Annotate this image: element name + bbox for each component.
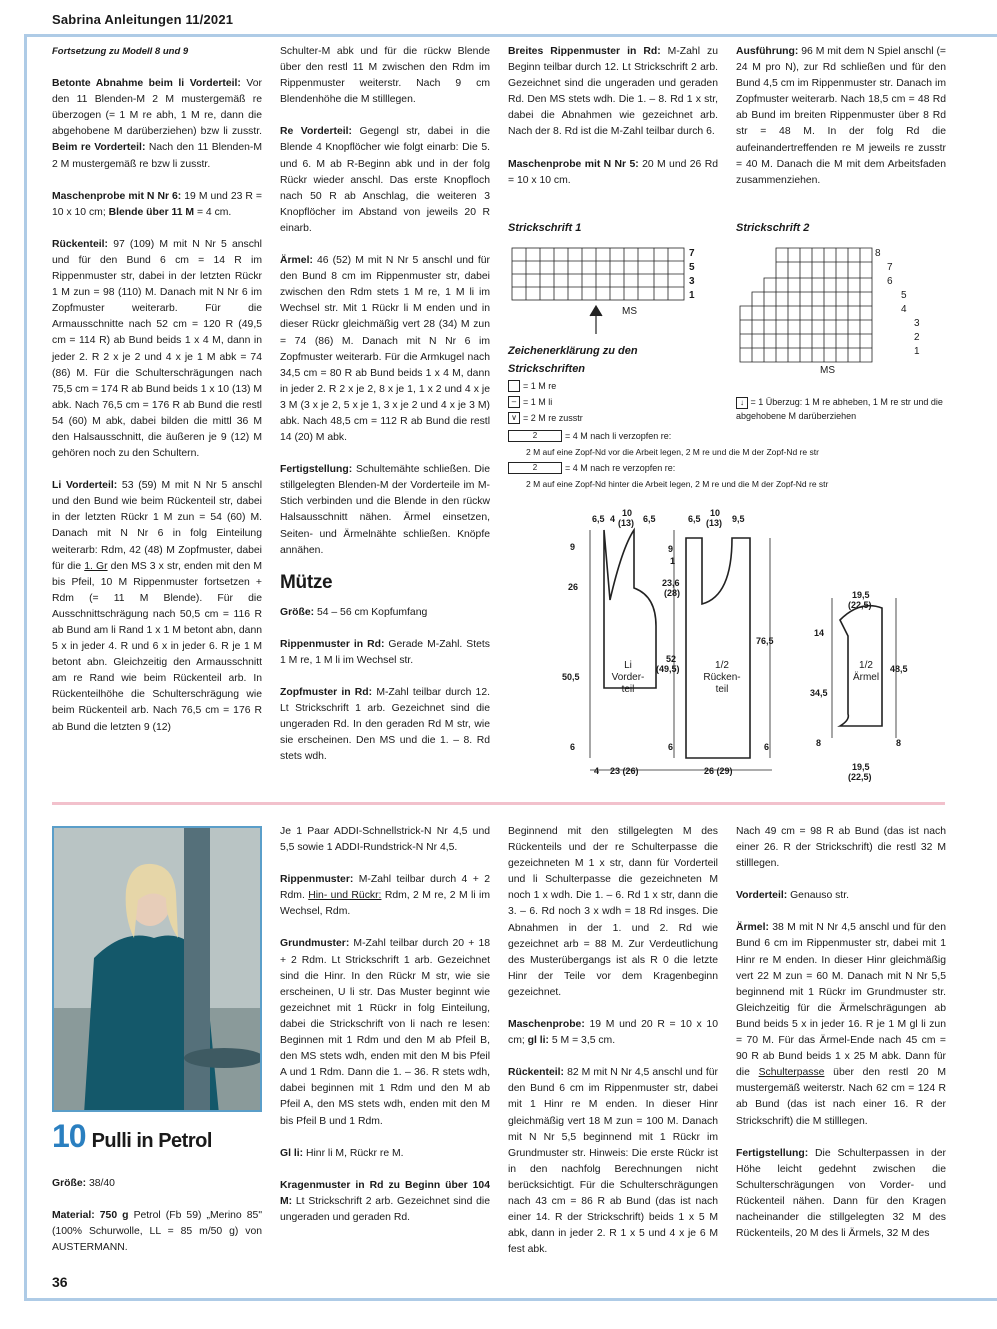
legend-item-knit [508,378,728,394]
dim-76-5: 76,5 [756,636,774,646]
chart2-row-8: 8 [875,248,881,259]
section-heading-muetze: Mütze [280,571,333,593]
text: M-Zahl teilbar durch 4 + 2 Rdm. [280,874,490,902]
page-header: Sabrina Anleitungen 11/2021 [52,12,234,27]
lead: Größe: [52,1178,87,1189]
lead: Kragenmuster in Rd zu Beginn über 104 M: [280,1179,490,1207]
purl-symbol-icon: – [508,396,520,408]
chart2-row-3: 3 [914,318,920,329]
text: 38/40 [86,1178,115,1189]
label-rueckenteil: 1/2 Rücken-teil [703,660,741,695]
paragraph-rippenmuster-lower [280,872,490,920]
dim-6-right: 6 [764,742,770,752]
dim-28: (28) [664,588,681,598]
text: M-Zahl zu Beginn teilbar durch 12. Lt Strickschrift 2 arb. Gezeichnet sind die ungeraden und geraden Rd. Den MS stets wdh. Die 1. – 8. Rd 1 x str, dabei die Abnahmen wie gezeichnet arb. Nach der 8. Rd ist die M-Zahl teilbar durch 6. [508,46,718,138]
dim-23-6: 23,6 [662,578,680,588]
paragraph-aermel-lower [736,920,946,1129]
text: 96 M mit dem N Spiel anschl (= 24 M pro N), zur Rd schließen und für den Bund 4,5 cm im Rippenmuster str. Danach im Zopfmuster weiterarb. Nach 18,5 cm = 48 Rd ab Bund im breiten Rippenmuster über 8 Rd str = 48 M. In der folg Rd die aufeinandertreffenden re M jeweils re zusstr = 40 M. Danach die M mit dem Arbeitsfaden zusammenziehen. [736,46,946,186]
text: über den restl 20 M mustergemäß weiterstr. Nach 62 cm = 124 R ab Bund (das ist nach einer 16. R der Strickschrift) die M stilllegen. [736,1067,946,1127]
legend-item-purl [508,394,728,410]
dim-sleeve-8-right: 8 [896,738,902,748]
upper-column-4 [736,44,946,205]
paragraph-rippenmuster [280,637,490,669]
upper-column-3 [508,44,718,205]
lead: Rippenmuster in Rd: [280,638,385,650]
legend-item-k2tog [508,410,728,426]
paragraph-material [52,1208,262,1256]
dim-bottom-4: 4 [594,766,600,776]
lead: Ausführung: [736,46,799,57]
legend-cables [508,428,948,492]
paragraph-fertigstellung-lower [736,1146,946,1243]
lower-column-4 [736,824,946,1258]
underlined-text: 1. Gr [84,560,108,572]
legend-cable-right-desc: 2 M auf eine Zopf-Nd hinter die Arbeit legen, 2 M re und die M der Zopf-Nd re str [526,479,829,489]
chart1-row-7: 7 [689,248,695,259]
paragraph-grundmuster [280,936,490,1129]
paragraph-size [52,1176,262,1192]
paragraph-kragen-continued: Beginnend mit den stillgelegten M des Rückenteils und der re Schulterpasse die gezeichneten M 1 x str, dann für Vorderteil und li Schulterpasse die gezeichneten M noch 1 x wdh. Die 1. – 6. Rd 1 x str, dann die 3. – 6. Rd noch 3 x wdh = 18 Rd insges. Die Abnahmen in der 1. und 2. Rd wie gezeichnet arb = 88 M. Zur Verdeutlichung des Musterübergangs ist als R 0 die letzte Hinr der Teile vor dem Kragenbeginn gezeichnet. [508,826,718,998]
chart2-row-1: 1 [914,346,920,357]
legend-text: = 1 M li [523,397,553,407]
text: 82 M mit N Nr 4,5 anschl und für den Bund 6 cm im Rippenmuster str, dabei mit 1 Hinr re M enden. In dieser Hinr gleichmäßig vert 18 M zun = 100 M. Danach mit N Nr 5,5 beginnend mit 1 Rückr im Grundmuster str. Hinweis: Die erste Rückr ist in den nachfolg Berechnungen nicht berücksichtigt. Für die Schulterschrägungen nach 43 cm = 86 R ab Bund (das ist nach einer 14. R der Strickschrift) beids 1 x 5 M abk, dann in jeder 2. R 1 x 5 und 4 x je 6 M fest abk. [508,1067,718,1256]
text: 54 – 56 cm Kopfumfang [314,606,428,618]
text: 46 (52) M mit N Nr 5 anschl und für den Bund 8 cm im Rippenmuster str, dabei zwischen den Rdm stets 1 M re, 1 M li im Wechsel str. Mit 1 Rückr li M enden und in dieser Rückr gleichmäßig vert 28 (34) M zun = 74 (86) M. Danach mit N Nr 6 im Zopfmuster weiterarb. Für die Armkugel nach 34,5 cm = 80 R ab Bund beids 1 x 4 M, dann in jeder 2. R 2 x je 2, 8 x je 1, 1 x 2 und 4 x je 3 M (3 x je 2, 5 x je 1, 3 x je 2 und 4 x je 3 M) abk. Nach 48,5 cm = 112 R ab Bund die restl 14 (20) M abk. [280,255,490,444]
text: Die Schulterpassen in der Höhe leicht gedehnt zwischen die Schulterschrägungen von Vorder- und Rückenteil nähen. Dann für den Kragen nacheinander die stillgelegten 32 M des Rückenteils, 20 M des li Ärmels, 32 M des [736,1147,946,1240]
dim-sleeve-bottom: 19,5 [852,762,870,772]
garment-schematic [560,508,940,788]
chart1-row-3: 3 [689,276,695,287]
text: 19 M und 20 R = 10 x 10 cm; [508,1019,718,1047]
lead: Rückenteil: [52,238,109,250]
lead: Fertigstellung: [280,464,353,476]
paragraph-maschenprobe-lower [508,1017,718,1049]
page-frame-top [24,34,997,37]
lead: Betonte Abnahme beim li Vorderteil: [52,78,241,90]
lead: Rückenteil: [508,1067,565,1079]
chart2-row-4: 4 [901,304,907,315]
text: Lt Strickschrift 2 arb. Gezeichnet sind die ungeraden und geraden Rd. [280,1195,490,1223]
dim-top-r2-sub: (13) [706,518,723,528]
dim-52: 52 [666,654,677,664]
text: Petrol (Fb 59) „Merino 85" (100% Schurwolle, LL = 85 m/50 g) von AUSTERMANN. [52,1210,263,1254]
lower-column-3 [508,824,718,1274]
dim-top-r3: 9,5 [732,514,745,524]
lead: Ärmel: [280,255,313,267]
label-aermel: 1/2 Ärmel [852,660,880,683]
k2tog-symbol-icon: ∨ [508,412,520,424]
text: Gegengl str, dabei in die Blende 4 Knopflöcher wie folgt einarb: Die 5. und 6. M ab R-Beginn abk und in der folg Rückr wieder anschl. Das erste Knopfloch nach 50 R ab Anschlag, die weiteren 3 Knopflöcher im Abstand von jeweils 20 R einarb. [280,126,490,234]
text: den MS 3 x str, enden mit den M bis Pfeil, 10 M Rippenmuster fortsetzen + Rdm (= 11 M Blende). Für die Ausschnittschrägung nach 50,5 cm = 116 R ab Bund am li Rand 1 x 1 M betont abn, dann 5 x in jeder 4. R und 6 x in jeder 6. R je 1 M betont abn. Gleichzeitig den Armausschnitt am re Rand wie beim Rückenteil arb. In Rückenteilhöhe die Schulterschrägung wie beim Rückenteil arb. Nach 76,5 cm = 176 R ab Bund die letzten 9 (12) [52,560,262,733]
photo-illustration [54,828,262,1112]
chart1-ms-label: MS [622,306,637,317]
lower-column-2 [280,824,490,1242]
paragraph-zopfmuster [280,685,490,765]
text: Genauso str. [787,890,850,902]
page-frame-bottom [24,1298,997,1301]
legend-cable-left-desc: 2 M auf eine Zopf-Nd vor die Arbeit legen, 2 M re und die M der Zopf-Nd re str [526,447,819,457]
knit-symbol-icon [508,380,520,392]
legend-item-cable-right [508,460,948,476]
text: M-Zahl teilbar durch 12. Lt Strickschrift 1 arb. Gezeichnet sind die ungeraden Rd. In den geraden Rd M str, wie sie erscheinen. Den MS und die 1. – 8. Rd stets wdh. [280,687,490,763]
text: 97 (109) M mit N Nr 5 anschl und für den Bund 6 cm = 14 R im Rippenmuster str, dabei in der letzten Rückr 1 M zun = 98 (110) M. Danach mit N Nr 6 im Zopfmuster weiterarb. Für die Armausschnitte nach 52 cm = 120 R (49,5 cm = 114 R) ab Bund beids 1 x 4 M, dann in jeder 2. R 2 x je 2 und 4 x je 1 M abk = 74 (86) M. Für die Schulterschrägungen nach 75,5 cm = 174 R ab Bund beids 1 x 10 (13) M abk. Nach 76,5 cm = 176 R ab Bund die restl 54 (60) M abk, dabei bilden die mittl 36 M den Halsausschnitt, die äußeren je 9 (12) M gehören noch zu den Schultern. [52,238,262,460]
cable-right-symbol-icon: 2 [508,462,562,474]
text: = 4 cm. [194,206,232,218]
model-title [52,1118,212,1154]
paragraph-re-vorderteil [280,124,490,237]
lead: Gl li: [280,1147,304,1159]
decrease-arrow-icon: ↓ [736,397,748,409]
lower-column-1 [52,1176,262,1272]
lead: gl li: [527,1035,549,1047]
lead: Maschenprobe mit N Nr 6: [52,190,182,202]
upper-column-1 [52,44,262,752]
paragraph-schulter: Schulter-M abk und für die rückw Blende über den restl 11 M zwischen den Rdm im Rippenmuster weiterstr. Nach 9 cm Blendenhöhe die M stilllegen. [280,46,490,106]
dim-top-r1: 6,5 [688,514,701,524]
model-photo [52,826,262,1112]
legend-text: = 1 M re [523,381,557,391]
text: 53 (59) M mit N Nr 5 anschl und den Bund wie beim Rückenteil str, dabei in der letzten Rückr 1 M zun = 54 (60) M. Danach mit N Nr 6 in folg Einteilung weiterarb: Rdm, 42 (48) M Zopfmuster, dabei für die [52,480,263,572]
chart1-grid [508,244,708,334]
text: Nach den 11 Blenden-M 2 M mustergemäß re bzw li zusstr. [52,142,262,170]
paragraph-rueckenteil [52,237,262,462]
dim-top-left: 6,5 [592,514,605,524]
dim-top-left2: 4 [610,514,616,524]
dim-9: 9 [570,542,576,552]
text: Rdm, 2 M re, 2 M li im Wechsel, Rdm. [280,890,491,918]
chart2-row-5: 5 [901,290,907,301]
chart2-row-2: 2 [914,332,920,343]
paragraph-gl-li [280,1146,490,1162]
page-frame-left [24,34,27,1300]
paragraph-li-vorderteil [52,478,262,736]
underlined-text: Schulterpasse [758,1067,825,1079]
chart2-ms-label: MS [820,365,835,376]
lead: Li Vorderteil: [52,480,118,492]
model-name: Pulli in Petrol [91,1130,212,1152]
lead: Grundmuster: [280,938,350,950]
underlined-text: Hin- und Rückr: [308,890,382,902]
lead: Ärmel: [736,922,769,934]
text: Gerade M-Zahl. Stets 1 M re, 1 M li im Wechsel str. [280,638,490,666]
legend-text: = 4 M nach li verzopfen re: [565,431,672,441]
lead: Größe: [280,606,315,618]
dim-26: 26 [568,582,579,592]
text: 5 M = 3,5 cm. [548,1035,616,1047]
paragraph-rueckenteil-lower [508,1065,718,1258]
text: Schultemähte schließen. Die stillgelegten Blenden-M der Vorderteile im M-Stich verbinden und die Blende in den rückw Halsausschnitt nähen. Ärmel einsetzen, Seiten- und Ärmelnähte schließen. Knöpfe annähen. [280,464,490,556]
dim-50-5: 50,5 [562,672,580,682]
dim-top-r2: 10 [710,508,721,518]
paragraph-groesse [280,605,490,621]
chart2-row-7: 7 [887,262,893,273]
text: Vor den 11 Blenden-M 2 M mustergemäß re überzogen (= 1 M re abh, 1 M re, dann die abgehobene M darüberziehen) bzw li zusstr. [52,78,262,138]
lead: Material: 750 g [52,1210,129,1222]
dim-6-back: 6 [668,742,674,752]
legend-text: = 2 M re zusstr [523,413,583,423]
dim-49-5: (49,5) [656,664,680,674]
dim-top-mid2: 6,5 [643,514,656,524]
chart2-row-6: 6 [887,276,893,287]
paragraph-fertigstellung [280,462,490,559]
chart2-title: Strickschrift 2 [736,222,810,234]
dim-9-back: 9 [668,544,674,554]
lead: Maschenprobe mit N Nr 5: [508,158,639,170]
legend [508,378,728,426]
paragraph-kragenmuster [280,1178,490,1226]
paragraph-needles: Je 1 Paar ADDI-Schnellstrick-N Nr 4,5 und 5,5 sowie 1 ADDI-Rundstrick-N Nr 4,5. [280,826,490,854]
paragraph-aermel [280,253,490,446]
dim-sleeve-top-sub: (22,5) [848,600,872,610]
lead: Fertigstellung: [736,1147,809,1159]
dim-sleeve-8-left: 8 [816,738,822,748]
lead: Beim re Vorderteil: [52,142,146,154]
legend-item-decrease [736,395,946,423]
chart1-title: Strickschrift 1 [508,222,582,234]
dim-top-mid: 10 [622,508,633,518]
lead: Vorderteil: [736,890,788,902]
text: 19 M und 23 R = 10 x 10 cm; [52,190,262,218]
paragraph-breites-rippenmuster [508,44,718,141]
paragraph-maschenprobe [52,189,262,221]
chart1-row-5: 5 [689,262,695,273]
lead: Zopfmuster in Rd: [280,687,373,699]
continuation-note: Fortsetzung zu Modell 8 und 9 [52,46,189,57]
section-divider [52,802,945,805]
text: Hinr li M, Rückr re M. [303,1147,404,1159]
dim-1-back: 1 [670,556,676,566]
text: 20 M und 26 Rd = 10 x 10 cm. [508,158,718,186]
legend-text: = 1 Überzug: 1 M re abheben, 1 M re str und die abgehobene M darüberziehen [736,397,943,421]
lead: Maschenprobe: [508,1019,585,1031]
dim-48-5: 48,5 [890,664,908,674]
paragraph-rueckenteil-end: Nach 49 cm = 98 R ab Bund (das ist nach einer 26. R der Strickschrift) die restl 32 M stilllegen. [736,826,946,870]
lead: Re Vorderteil: [280,126,352,138]
dim-14: 14 [814,628,825,638]
dim-bottom-23: 23 (26) [610,766,639,776]
model-number: 10 [52,1118,86,1154]
paragraph-ausfuehrung [736,44,946,189]
dim-6-front: 6 [570,742,576,752]
chart1-row-1: 1 [689,290,695,301]
dim-sleeve-top: 19,5 [852,590,870,600]
lead: Breites Rippenmuster in Rd: [508,46,661,57]
paragraph-betonte-abnahme [52,76,262,173]
page-number: 36 [52,1274,68,1290]
upper-column-2 [280,44,490,782]
label-li-vorderteil: Li Vorder-teil [611,660,645,695]
dim-bottom-26: 26 (29) [704,766,733,776]
paragraph-maschenprobe-n5 [508,157,718,189]
legend-text: = 4 M nach re verzopfen re: [565,463,676,473]
paragraph-vorderteil-lower [736,888,946,904]
dim-top-mid-sub: (13) [618,518,635,528]
lead: Rippenmuster: [280,874,354,886]
text: 38 M mit N Nr 4,5 anschl und für den Bund 6 cm im Rippenmuster str, dabei mit 1 Hinr re M enden. In dieser Hinr gleichmäßig vert 22 M zun = 60 M. Danach mit N Nr 5,5 beginnend mit 1 Rückr im Grundmuster str. Gleichzeitig für die Ärmelschrägungen ab Bund beids 5 x in jeder 16. R je 1 M gl li zun = 70 M. Für das Ärmel-Ende nach 45 cm = 90 R ab Bund beids 1 x 25 M abk. Dann für die [736,922,946,1079]
cable-left-symbol-icon: 2 [508,430,562,442]
dim-34-5: 34,5 [810,688,828,698]
dim-sleeve-bottom-sub: (22,5) [848,772,872,782]
text: M-Zahl teilbar durch 20 + 18 + 2 Rdm. Lt Strickschrift 1 arb. Gezeichnet sind die Hinr. In den Rückr M str, wie sie erscheinen, U li str. Das Muster beginnt wie gezeichnet mit 1 Rückr in folg Einteilung, dabei die Strickschrift von li nach re lesen: Beginnen mit 1 Rdm und den M ab Pfeil B, den MS stets wdh, enden mit den M bis Pfeil A und 1 Rdm. Dann die 1. – 36. R stets wdh, dabei beginnen mit 1 Rdm und den M ab Pfeil A, den MS stets wdh, enden mit den M bis Pfeil B und 1 Rdm. [280,938,490,1127]
lead: Blende über 11 M [108,206,195,218]
legend-item-cable-left [508,428,948,444]
legend-title: Zeichenerklärung zu den Strickschriften [508,345,638,375]
